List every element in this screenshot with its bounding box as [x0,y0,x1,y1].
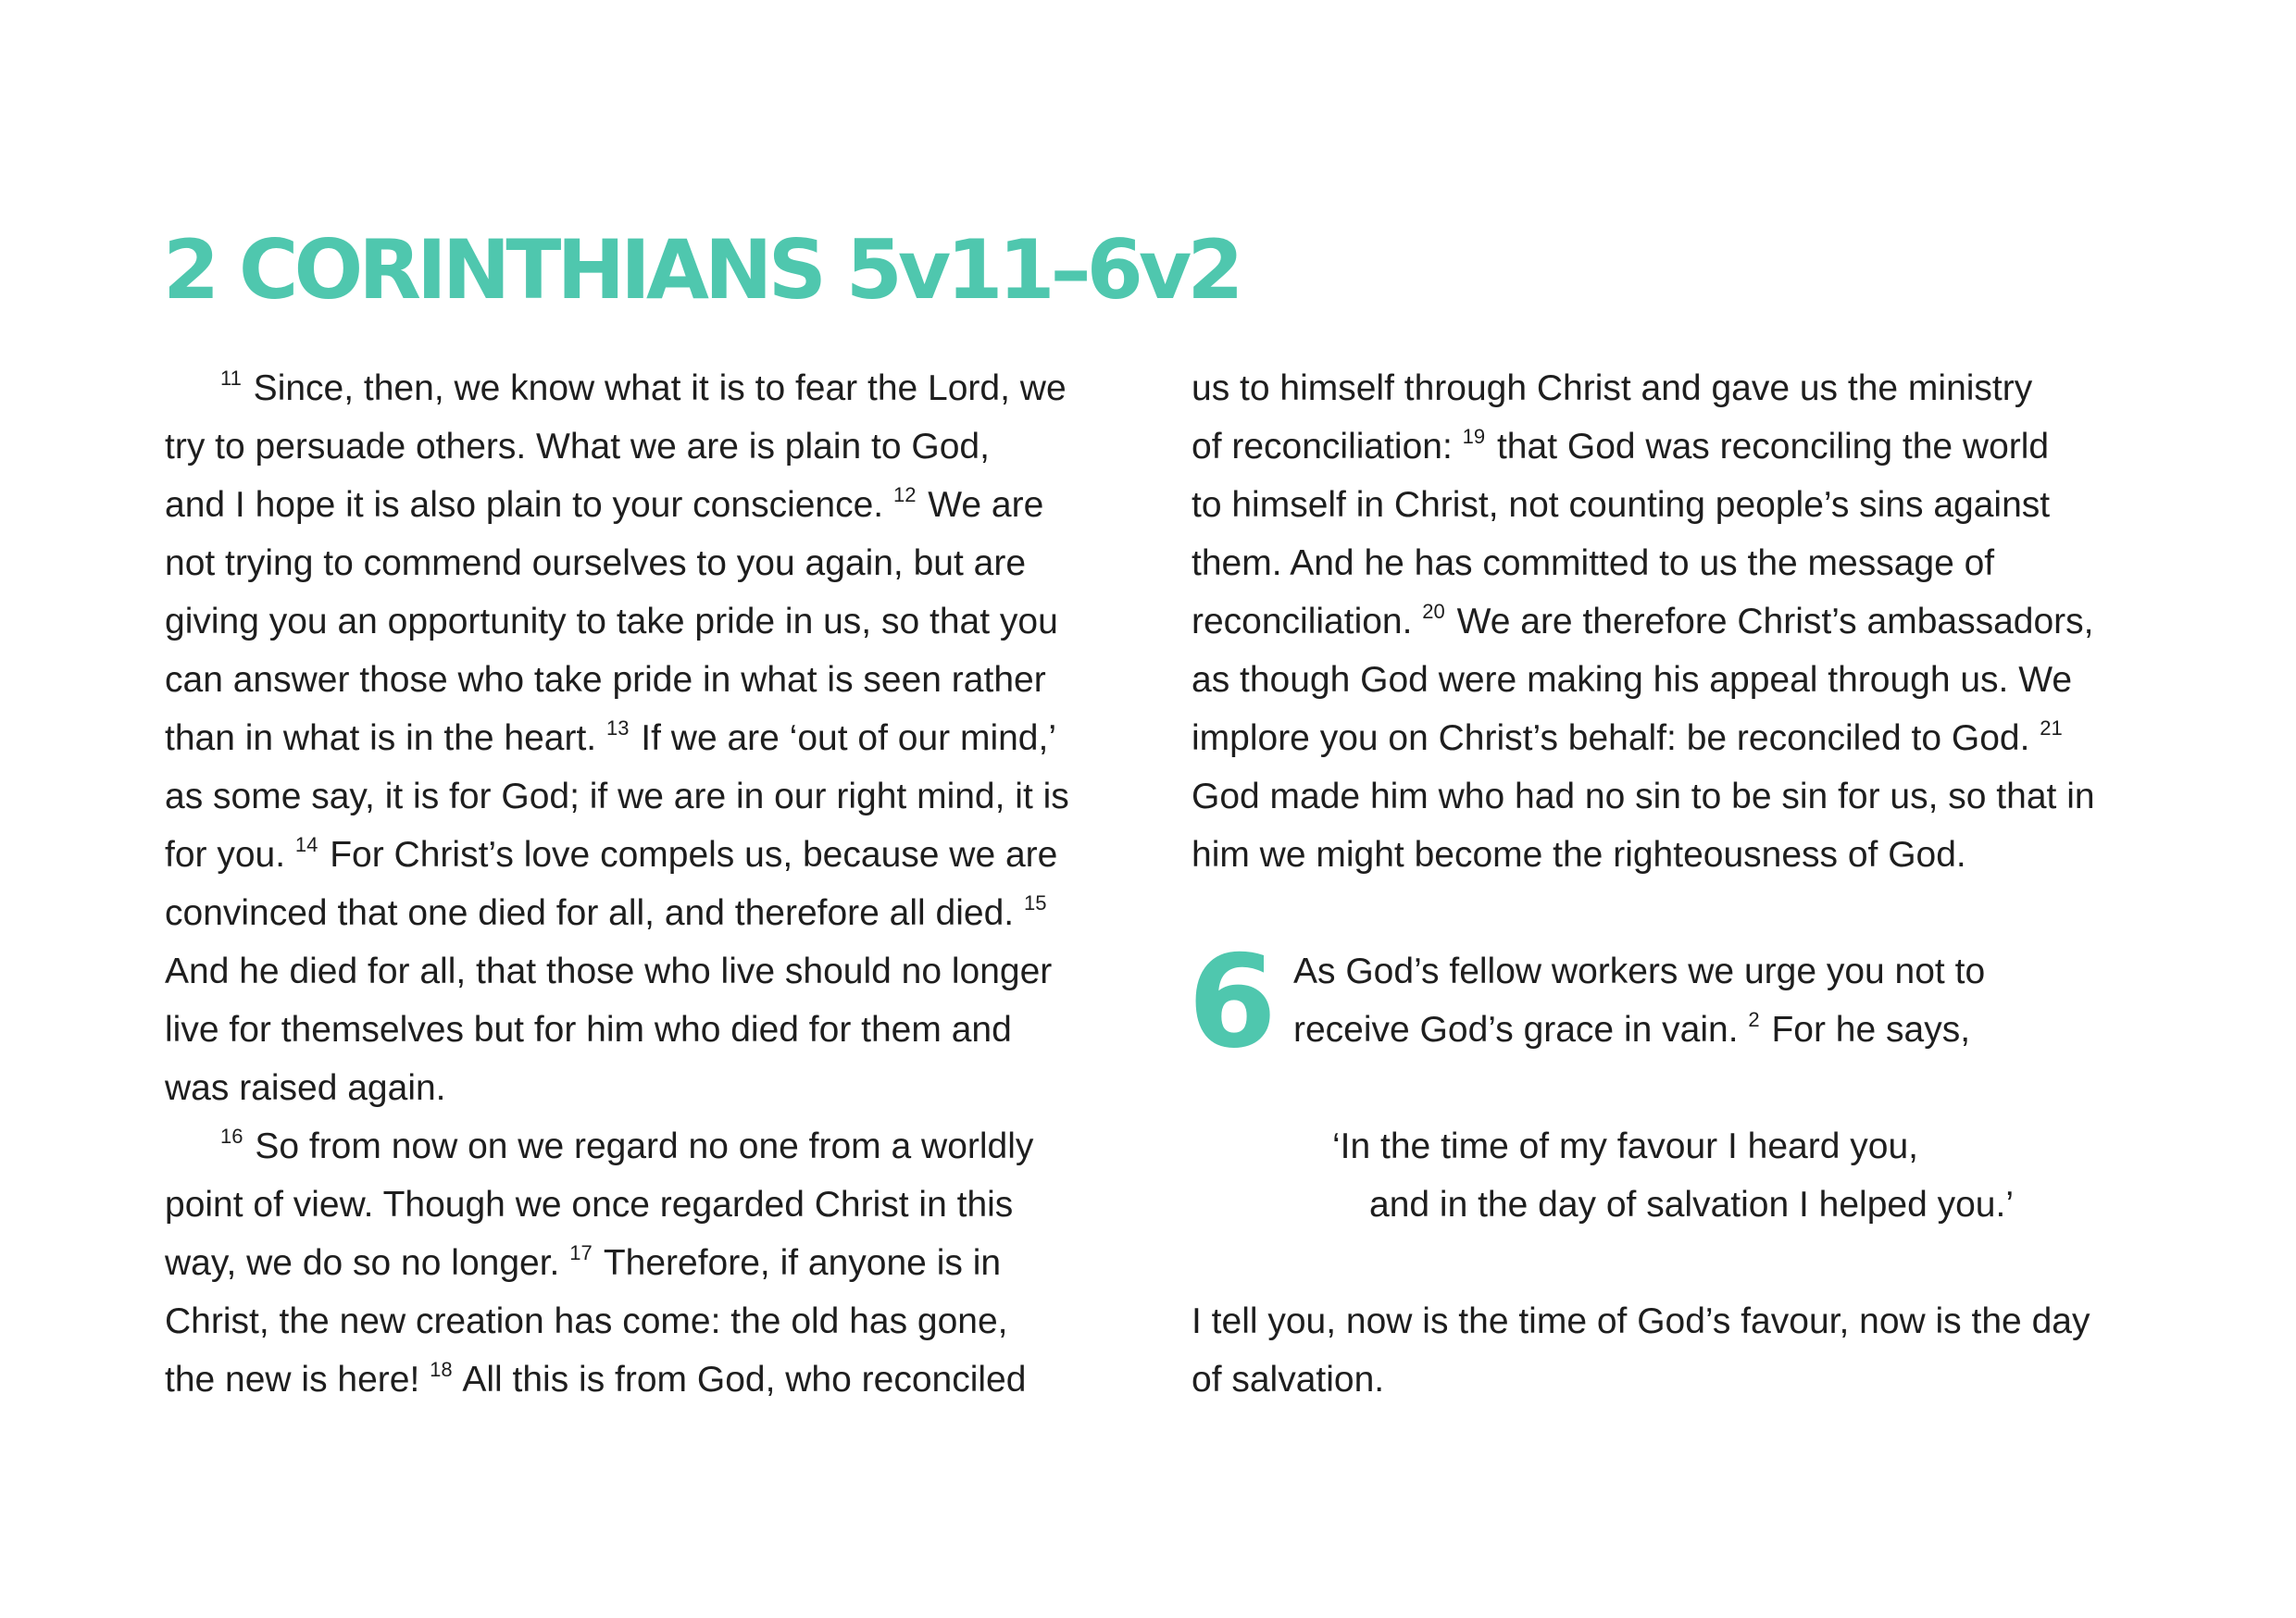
text-run: We are therefore Christ’s ambassadors, [1446,602,2094,641]
verse-number: 21 [2040,716,2063,740]
text-run: not trying to commend ourselves to you again, but are [165,543,1027,583]
text-line: of salvation. [1192,1360,1385,1400]
text-line [165,476,1137,534]
text-line [1192,534,2173,592]
text-run: implore you on Christ’s behalf: be reconciled to God. [1192,718,2040,758]
text-run: live for themselves but for him who died for them and [165,1010,1012,1050]
text-line [1192,942,2173,1001]
poem-line: and in the day of salvation I helped you.’ [1369,1185,2014,1225]
text-run: point of view. Though we once regarded Christ in this [165,1185,1014,1225]
text-line [165,359,1137,417]
text-run: and I hope it is also plain to your conscience. [165,485,893,525]
blank-line [1192,884,2173,942]
text-line [1192,1001,2173,1059]
text-run: For Christ’s love compels us, because we are [319,835,1058,875]
verse-number: 11 [220,367,242,390]
text-run: Since, then, we know what it is to fear the Lord, we [243,368,1067,408]
text-run: receive God’s grace in vain. [1293,1010,1749,1050]
text-line [165,651,1137,709]
chapter-6-block [1188,927,2173,1077]
left-text-column [165,359,1137,1409]
text-run: God made him who had no sin to be sin for us, so that in [1192,777,2095,816]
text-line [165,417,1137,476]
text-run: As God’s fellow workers we urge you not to [1293,952,1986,991]
text-line [1192,767,2173,826]
text-line [1192,709,2173,767]
text-run: as though God were making his appeal through us. We [1192,660,2073,700]
text-run: convinced that one died for all, and therefore all died. [165,893,1024,933]
verse-number: 19 [1462,425,1486,448]
chapter-number: 6 [1188,927,1278,1077]
text-run: reconciliation. [1192,602,1423,641]
text-line [165,1117,1137,1176]
text-line [165,826,1137,884]
text-run: us to himself through Christ and gave us the ministry [1192,368,2033,408]
verse-number: 12 [892,483,917,506]
text-run: of reconciliation: [1192,427,1463,467]
text-line [165,1001,1137,1059]
verse-number: 16 [220,1125,243,1148]
text-run: the new is here! [165,1360,430,1400]
right-text-column [1188,359,2173,1409]
poem-line: ‘In the time of my favour I heard you, [1332,1126,1918,1166]
page-title: 2 CORINTHIANS 5v11–6v2 [163,222,1240,317]
text-run: All this is from God, who reconciled [454,1360,1027,1400]
text-line [1192,476,2173,534]
verse-number: 15 [1023,891,1047,915]
text-run: way, we do so no longer. [165,1243,570,1283]
text-line [165,884,1137,942]
text-run: And he died for all, that those who live should no longer [165,952,1053,991]
text-line [165,534,1137,592]
text-run: for you. [165,835,295,875]
text-run: that God was reconciling the world [1487,427,2050,467]
verse-number: 18 [430,1358,453,1381]
text-line [1192,359,2173,417]
text-line [165,1234,1137,1292]
verse-number: 13 [605,716,630,740]
text-run: him we might become the righteousness of God. [1192,835,1966,875]
text-line [165,1350,1137,1409]
verse-number: 20 [1422,600,1445,623]
text-run: them. And he has committed to us the message of [1192,543,1995,583]
text-line [165,1176,1137,1234]
text-line [165,1059,1137,1117]
text-line [165,709,1137,767]
text-line [1192,417,2173,476]
text-line: I tell you, now is the time of God’s favour, now is the day [1192,1301,2090,1341]
text-run: We are [917,485,1044,525]
verse-number: 17 [569,1241,593,1264]
text-run: If we are ‘out of our mind,’ [630,718,1056,758]
verse-number: 2 [1748,1008,1760,1031]
text-line [1192,592,2173,651]
text-line [165,1292,1137,1350]
text-line [165,592,1137,651]
text-run: as some say, it is for God; if we are in our right mind, it is [165,777,1069,816]
text-run: was raised again. [165,1068,446,1108]
text-run: Christ, the new creation has come: the old has gone, [165,1301,1008,1341]
text-run: Therefore, if anyone is in [593,1243,1002,1283]
blank-line [1192,1234,2173,1292]
text-run: So from now on we regard no one from a worldly [244,1126,1034,1166]
text-line [165,942,1137,1001]
text-line [1192,826,2173,884]
text-run: to himself in Christ, not counting people’s sins against [1192,485,2051,525]
text-run: giving you an opportunity to take pride in us, so that you [165,602,1058,641]
text-run: For he says, [1761,1010,1971,1050]
text-run: can answer those who take pride in what is seen rather [165,660,1046,700]
blank-line [1192,1059,2173,1117]
text-line [1192,651,2173,709]
verse-number: 14 [294,833,318,856]
text-line [165,767,1137,826]
text-run: than in what is in the heart. [165,718,606,758]
text-run: try to persuade others. What we are is plain to God, [165,427,990,467]
